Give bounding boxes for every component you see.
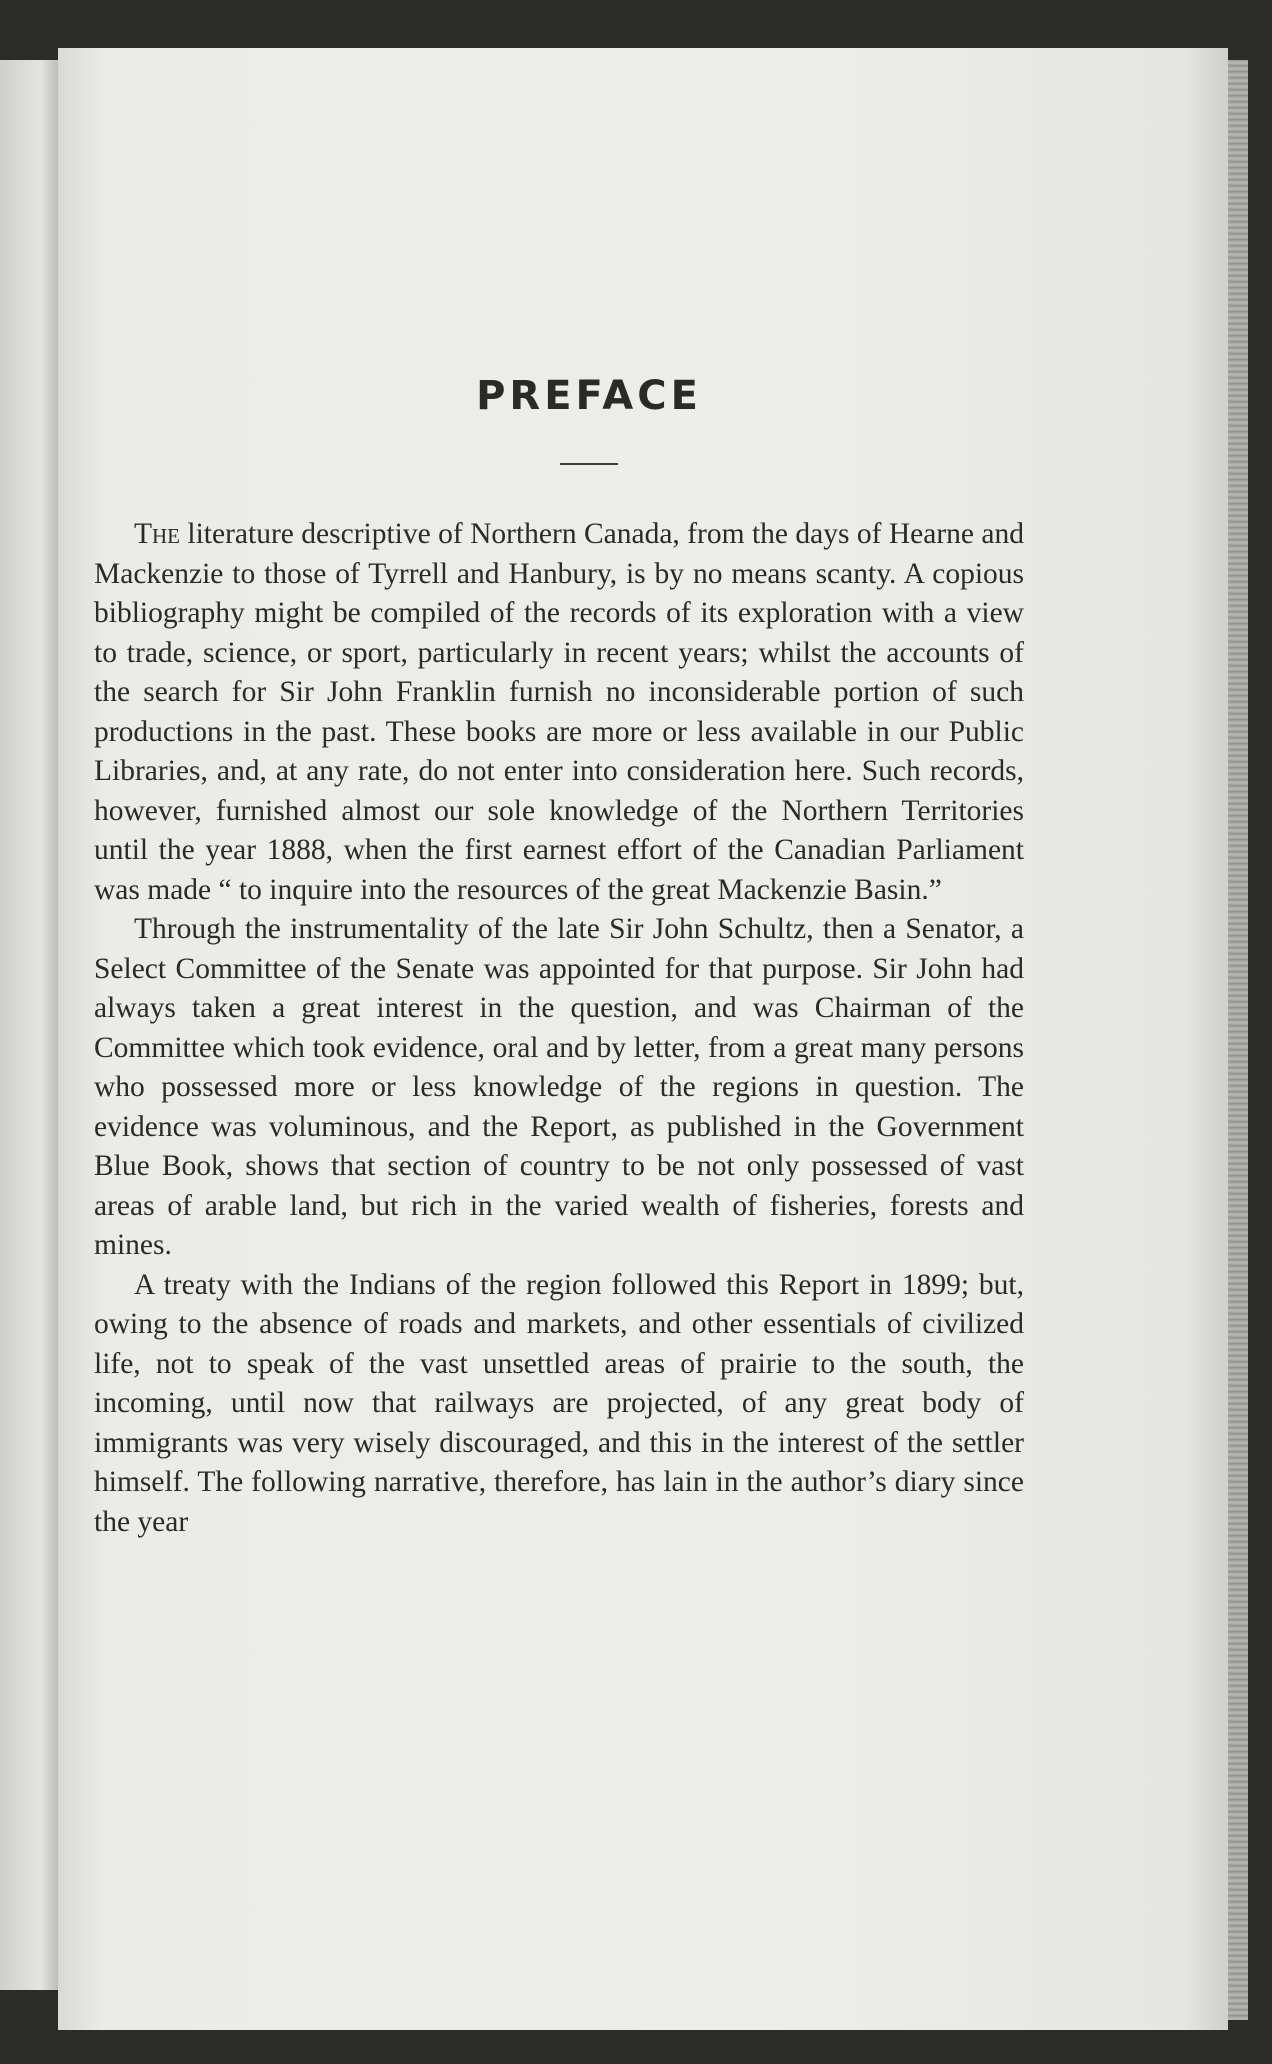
- paragraph-1-text: literature descriptive of Northern Canada, from the days of Hearne and Mackenzie to those of Tyrrell and Hanbury, is by no means scanty. A copious bibliography might be compiled of the records of its exploration with a view to trade, science, or sport, particularly in recent years; whilst the accounts of the search for Sir John Franklin furnish no inconsiderable portion of such productions in the past. These books are more or less available in our Public Libraries, and, at any rate, do not enter into consideration here. Such records, however, furnished almost our sole knowledge of the Northern Territories until the year 1888, when the first earnest effort of the Canadian Parliament was made “ to inquire into the resources of the great Mackenzie Basin.”: [94, 518, 1024, 906]
- paragraph-2: Through the instrumentality of the late Sir John Schultz, then a Senator, a Select Committee of the Senate was appointed for that purpose. Sir John had always taken a great interest in the question, and was Chairman of the Committee which took evidence, oral and by letter, from a great many persons who possessed more or less knowledge of the regions in question. The evidence was voluminous, and the Report, as published in the Government Blue Book, shows that section of country to be not only possessed of vast areas of arable land, but rich in the varied wealth of fisheries, forests and mines.: [94, 913, 1024, 1261]
- title-divider: [560, 463, 618, 465]
- paragraph-1: [94, 515, 1024, 910]
- page-content: [94, 320, 1024, 1542]
- preface-body: [94, 515, 1024, 1542]
- paragraph-3: A treaty with the Indians of the region followed this Report in 1899; but, owing to the absence of roads and markets, and other essentials of civilized life, not to speak of the vast unsettled areas of prairie to the south, the incoming, until now that railways are projected, of any great body of immigrants was very wisely discouraged, and this in the interest of the settler himself. The following narrative, therefore, has lain in the author’s diary since the year: [94, 1268, 1024, 1538]
- page-stack-edge: [1228, 60, 1248, 2020]
- page-title: PREFACE: [476, 373, 702, 419]
- drop-word: The: [134, 518, 181, 550]
- left-page-edge: [0, 60, 58, 1990]
